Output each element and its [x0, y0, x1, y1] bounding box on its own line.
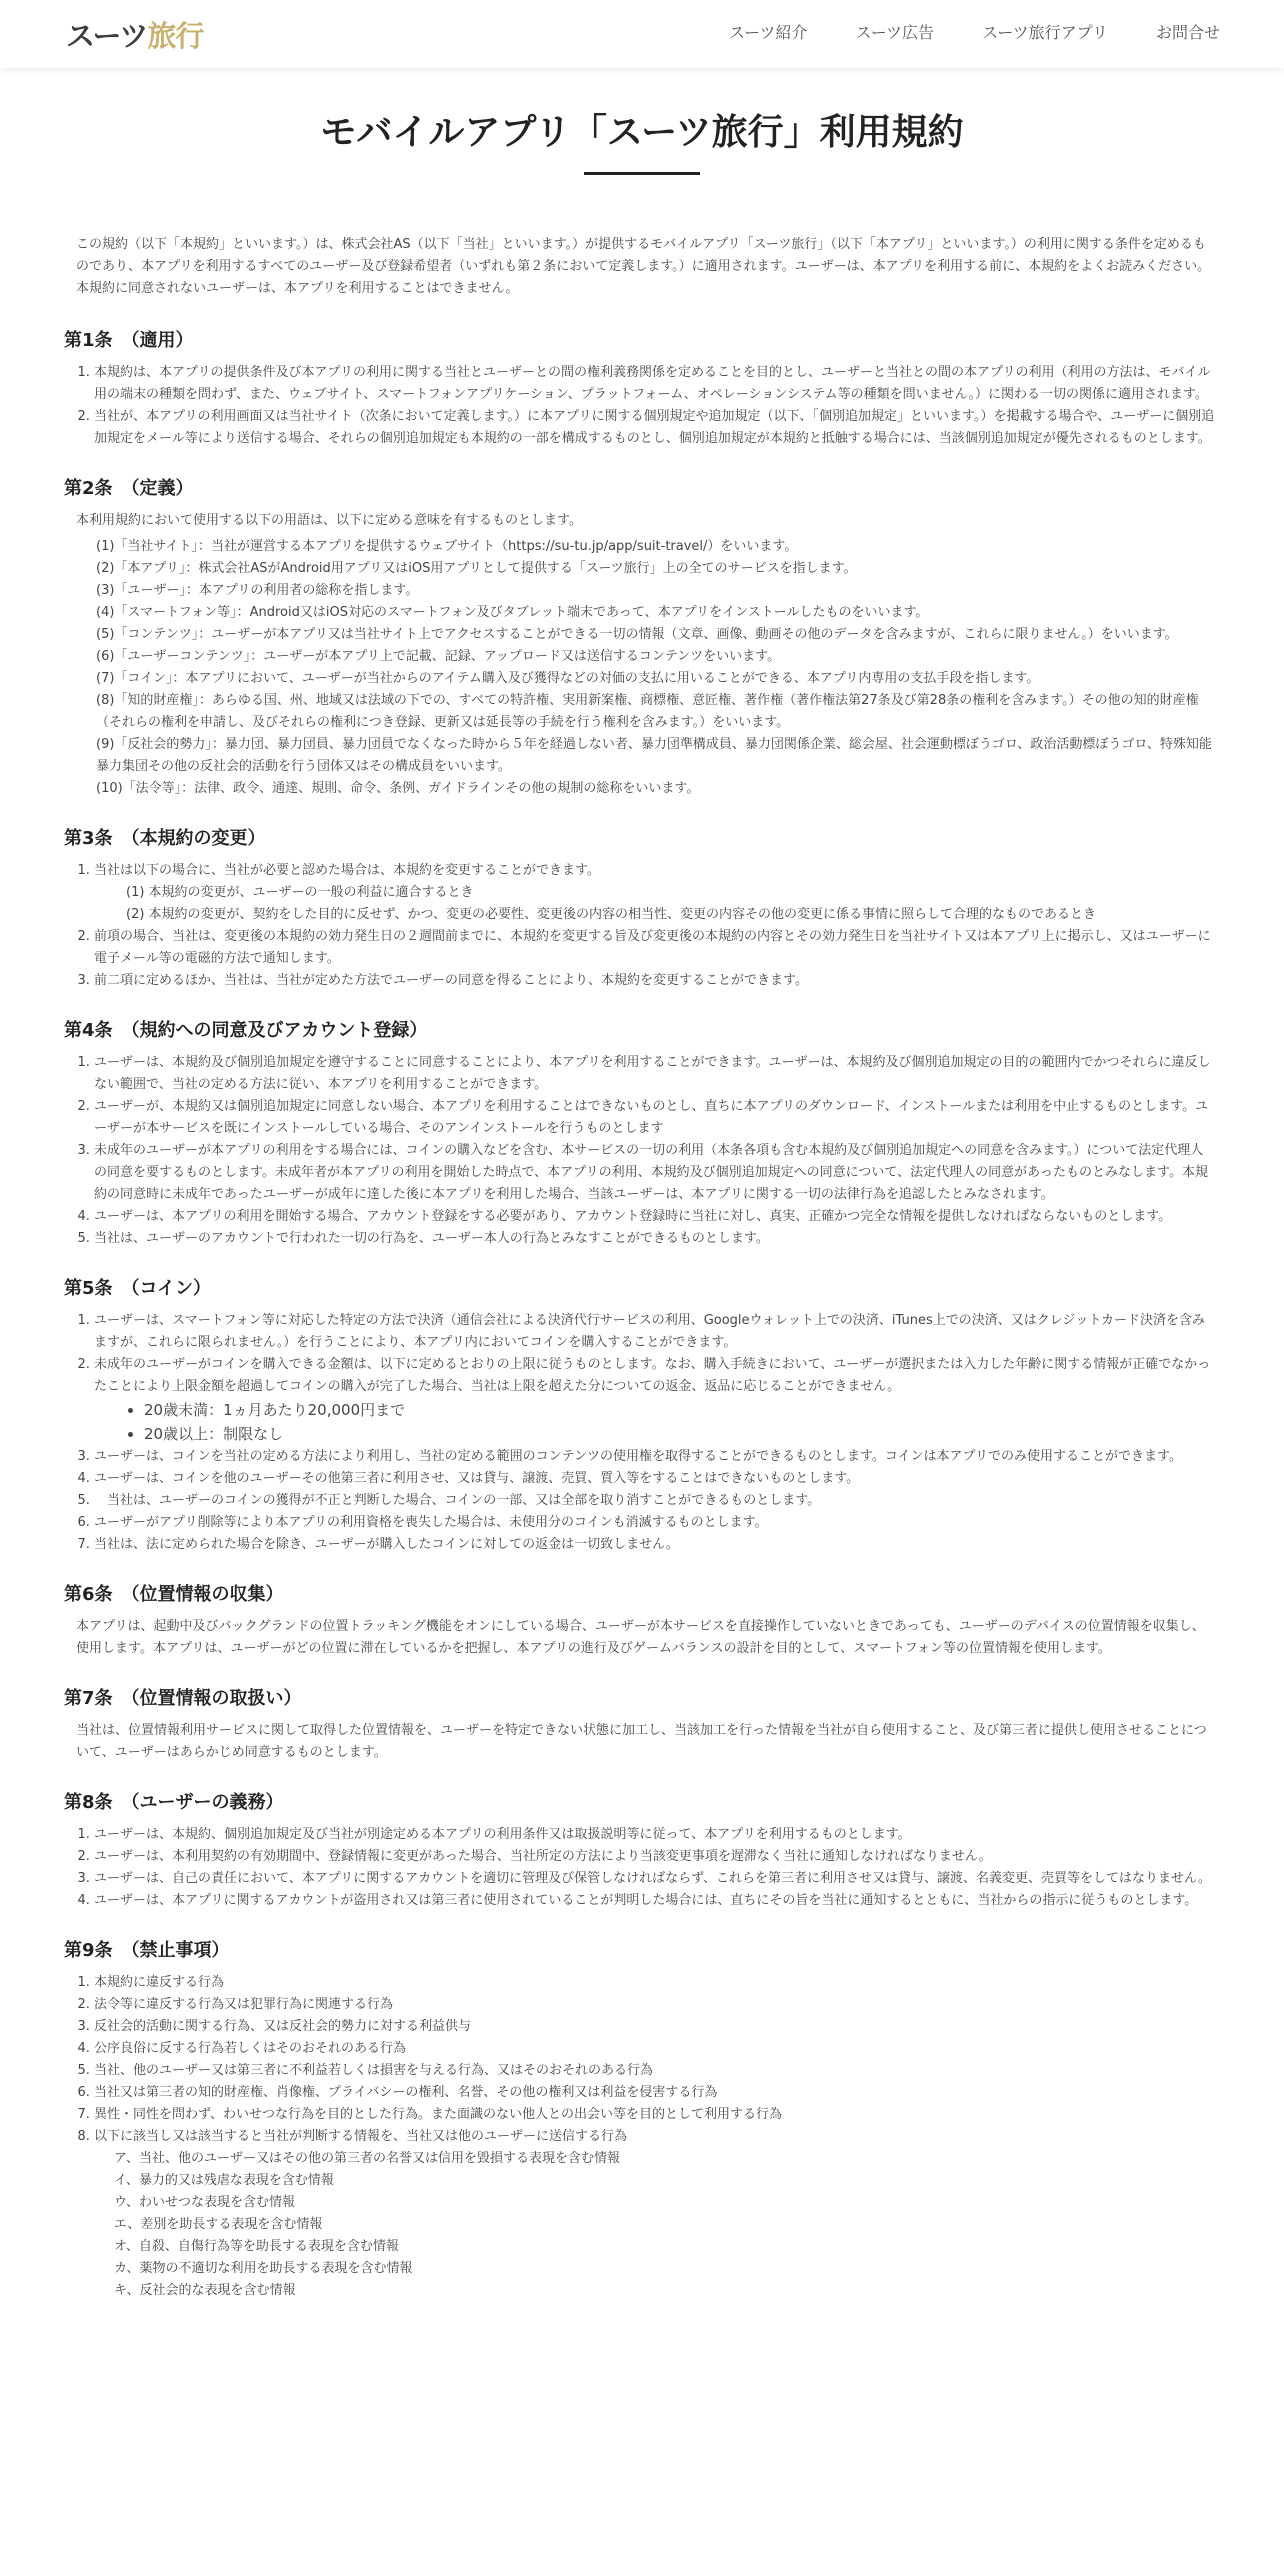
list-item: 7. 異性・同性を問わず、わいせつな行為を目的とした行為。また面識のない他人との出会い等を目的として利用する行為: [94, 2104, 1216, 2126]
page-title: モバイルアプリ「スーツ旅行」利用規約: [320, 112, 964, 153]
definition-item: (7)「コイン」：本アプリにおいて、ユーザーが当社からのアイテム購入及び獲得などの対価の支払に用いることができる、本アプリ内専用の支払手段を指します。: [96, 671, 1040, 686]
article-heading: 第9条 （禁止事項）: [64, 1940, 230, 1961]
article-text: 当社は、位置情報利用サービスに関して取得した位置情報を、ユーザーを特定できない状態に加工し、当該加工を行った情報を当社が自ら使用すること、及び第三者に提供し使用させることについて、ユーザーはあらかじめ同意するものとします。: [76, 1723, 1207, 1760]
definition-item: (4)「スマートフォン等」：Android又はiOS対応のスマートフォン及びタブレット端末であって、本アプリをインストールしたものをいいます。: [96, 605, 929, 620]
prohibited-info-item: エ、差別を助長する表現を含む情報: [114, 2217, 323, 2232]
prohibited-info-item: カ、薬物の不適切な利用を助長する表現を含む情報: [114, 2261, 413, 2276]
article-heading: 第8条 （ユーザーの義務）: [64, 1792, 284, 1813]
list-item: 4. ユーザーは、コインを他のユーザーその他第三者に利用させ、又は貸与、譲渡、売買、質入等をすることはできないものとします。: [94, 1468, 1216, 1490]
article-5: [64, 1276, 1216, 1556]
list-item-text: 当社は以下の場合に、当社が必要と認めた場合は、本規約を変更することができます。: [94, 863, 600, 878]
article-3: [64, 826, 1216, 992]
prohibited-info-item: イ、暴力的又は残虐な表現を含む情報: [114, 2173, 334, 2188]
article-8: [64, 1790, 1216, 1912]
article-heading: 第3条 （本規約の変更）: [64, 828, 266, 849]
list-item: 2. 法令等に違反する行為又は犯罪行為に関連する行為: [94, 1994, 1216, 2016]
article-list: [64, 1052, 1216, 1250]
article-6: [64, 1582, 1216, 1660]
main-nav: [729, 20, 1220, 43]
nav-link-suit-intro[interactable]: スーツ紹介: [728, 23, 808, 42]
definition-item: (1)「当社サイト」：当社が運営する本アプリを提供するウェブサイト（https://su-tu.jp/app/suit-travel/）をいいます。: [96, 539, 798, 554]
list-item: 2. ユーザーは、本利用契約の有効期間中、登録情報に変更があった場合、当社所定の方法により当該変更事項を遅滞なく当社に通知しなければなりません。: [94, 1846, 1216, 1868]
article-list: [64, 1310, 1216, 1556]
article-list: [64, 1824, 1216, 1912]
list-item: 4. 公序良俗に反する行為若しくはそのおそれのある行為: [94, 2038, 1216, 2060]
prohibited-info-item: オ、自殺、自傷行為等を助長する表現を含む情報: [114, 2239, 399, 2254]
nav-link-suit-travel-app[interactable]: スーツ旅行アプリ: [982, 23, 1108, 42]
list-item: 2. 当社が、本アプリの利用画面又は当社サイト（次条において定義します。）に本アプリに関する個別規定や追加規定（以下、「個別追加規定」といいます。）を掲載する場合や、ユーザーに個別追加規定をメール等により送信する場合、それらの個別追加規定も本規約の一部を構成するものとし、個別追加規定が本規約と抵触する場合には、当該個別追加規定が優先されるものとします。: [94, 406, 1216, 450]
article-heading: 第5条 （コイン）: [64, 1278, 211, 1299]
list-item: 3. ユーザーは、コインを当社の定める方法により利用し、当社の定める範囲のコンテンツの使用権を取得することができるものとします。コインは本アプリでのみ使用することができます。: [94, 1446, 1216, 1468]
logo-text: スーツ: [66, 19, 148, 53]
article-heading: 第1条 （適用）: [64, 330, 194, 351]
limit-item: • 20歳未満：1ヵ月あたり20,000円まで: [144, 1398, 1216, 1422]
list-item: [94, 2126, 1216, 2302]
article-lead: 本利用規約において使用する以下の用語は、以下に定める意味を有するものとします。: [76, 513, 582, 528]
sub-item: (1) 本規約の変更が、ユーザーの一般の利益に適合するとき: [126, 885, 474, 900]
list-item-text: 以下に該当し又は該当すると当社が判断する情報を、当社又は他のユーザーに送信する行為: [94, 2129, 628, 2144]
list-item: 1. ユーザーは、本規約及び個別追加規定を遵守することに同意することにより、本アプリを利用することができます。ユーザーは、本規約及び個別追加規定の目的の範囲内でかつそれらに違反しない範囲で、当社の定める方法に従い、本アプリを利用することができます。: [94, 1052, 1216, 1096]
list-item: 4. ユーザーは、本アプリに関するアカウントが盗用され又は第三者に使用されていることが判明した場合には、直ちにその旨を当社に通知するとともに、当社からの指示に従うものとします。: [94, 1890, 1216, 1912]
sub-item: (2) 本規約の変更が、契約をした目的に反せず、かつ、変更の必要性、変更後の内容の相当性、変更の内容その他の変更に係る事情に照らして合理的なものであるとき: [126, 907, 1096, 922]
article-heading: 第2条 （定義）: [64, 478, 194, 499]
prohibited-info-item: ア、当社、他のユーザー又はその他の第三者の名誉又は信用を毀損する表現を含む情報: [114, 2151, 620, 2166]
list-item: 2. 前項の場合、当社は、変更後の本規約の効力発生日の２週間前までに、本規約を変更する旨及び変更後の本規約の内容とその効力発生日を当社サイト又は本アプリ上に掲示し、又はユーザーに電子メール等の電磁的方法で通知します。: [94, 926, 1216, 970]
article-heading: 第6条 （位置情報の収集）: [64, 1584, 284, 1605]
definition-item: (6)「ユーザーコンテンツ」：ユーザーが本アプリ上で記載、記録、アップロード又は送信するコンテンツをいいます。: [96, 649, 781, 664]
list-item: 1. ユーザーは、本規約、個別追加規定及び当社が別途定める本アプリの利用条件又は取扱説明等に従って、本アプリを利用するものとします。: [94, 1824, 1216, 1846]
list-item: 1. 本規約は、本アプリの提供条件及び本アプリの利用に関する当社とユーザーとの間の権利義務関係を定めることを目的とし、ユーザーと当社との間の本アプリの利用（利用の方法は、モバイル用の端末の種類を問わず、また、ウェブサイト、スマートフォンアプリケーション、プラットフォーム、オペレーションシステム等の種類を問いません。）に関わる一切の関係に適用されます。: [94, 362, 1216, 406]
list-item: 4. ユーザーは、本アプリの利用を開始する場合、アカウント登録をする必要があり、アカウント登録時に当社に対し、真実、正確かつ完全な情報を提供しなければならないものとします。: [94, 1206, 1216, 1228]
article-heading: 第4条 （規約への同意及びアカウント登録）: [64, 1020, 428, 1041]
article-list: [64, 1972, 1216, 2302]
nav-link-suit-ads[interactable]: スーツ広告: [855, 23, 935, 42]
intro-paragraph: この規約（以下「本規約」といいます。）は、株式会社AS（以下「当社」といいます。）が提供するモバイルアプリ「スーツ旅行」（以下「本アプリ」といいます。）の利用に関する条件を定めるものであり、本アプリを利用するすべてのユーザー及び登録希望者（いずれも第２条において定義します。）に適用されます。ユーザーは、本アプリを利用する前に、本規約をよくお読みください。本規約に同意されないユーザーは、本アプリを利用することはできません。: [76, 237, 1211, 296]
article-text: 本アプリは、起動中及びバックグランドの位置トラッキング機能をオンにしている場合、ユーザーが本サービスを直接操作していないときであっても、ユーザーのデバイスの位置情報を収集し、使用します。本アプリは、ユーザーがどの位置に滞在しているかを把握し、本アプリの進行及びゲームバランスの設計を目的として、スマートフォン等の位置情報を使用します。: [76, 1619, 1205, 1656]
title-underline: [584, 172, 700, 175]
list-item: 3. 前二項に定めるほか、当社は、当社が定めた方法でユーザーの同意を得ることにより、本規約を変更することができます。: [94, 970, 1216, 992]
definitions-list: [64, 536, 1216, 800]
list-item: 3. 反社会的活動に関する行為、又は反社会的勢力に対する利益供与: [94, 2016, 1216, 2038]
site-logo[interactable]: [66, 14, 203, 55]
logo-accent-text: 旅行: [147, 19, 204, 53]
article-1: [64, 328, 1216, 450]
list-item: 5. 当社、他のユーザー又は第三者に不利益若しくは損害を与える行為、又はそのおそれのある行為: [94, 2060, 1216, 2082]
definition-item: (9)「反社会的勢力」：暴力団、暴力団員、暴力団員でなくなった時から５年を経過しない者、暴力団準構成員、暴力団関係企業、総会屋、社会運動標ぼうゴロ、政治活動標ぼうゴロ、特殊知能暴力集団その他の反社会的活動を行う団体又はその構成員をいいます。: [96, 737, 1212, 774]
definition-item: (3)「ユーザー」：本アプリの利用者の総称を指します。: [96, 583, 419, 598]
terms-page: [0, 68, 1284, 2568]
list-item: 6. ユーザーがアプリ削除等により本アプリの利用資格を喪失した場合は、未使用分のコインも消滅するものとします。: [94, 1512, 1216, 1534]
definition-item: (5)「コンテンツ」：ユーザーが本アプリ又は当社サイト上でアクセスすることができる一切の情報（文章、画像、動画その他のデータを含みますが、これらに限りません。）をいいます。: [96, 627, 1178, 642]
terms-content: [64, 328, 1216, 2328]
article-list: [64, 362, 1216, 450]
article-9: [64, 1938, 1216, 2302]
sub-list: [94, 882, 1216, 926]
list-item: [94, 1354, 1216, 1446]
site-header: [0, 0, 1284, 68]
list-item: 3. 未成年のユーザーが本アプリの利用をする場合には、コインの購入などを含む、本サービスの一切の利用（本条各項も含む本規約及び個別追加規定への同意を含みます。）について法定代理人の同意を要するものとします。未成年者が本アプリの利用を開始した時点で、本アプリの利用、本規約及び個別追加規定への同意について、法定代理人の同意があったものとみなします。本規約の同意時に未成年であったユーザーが成年に達した後に本アプリを利用した場合、当該ユーザーは、本アプリに関する一切の法律行為を追認したとみなされます。: [94, 1140, 1216, 1206]
article-2: [64, 476, 1216, 800]
definition-item: (8)「知的財産権」：あらゆる国、州、地域又は法域の下での、すべての特許権、実用新案権、商標権、意匠権、著作権（著作権法第27条及び第28条の権利を含みます。）その他の知的財産権（それらの権利を申請し、及びそれらの権利につき登録、更新又は延長等の手続を行う権利を含みます。）をいいます。: [96, 693, 1199, 730]
prohibited-info-item: ウ、わいせつな表現を含む情報: [114, 2195, 295, 2210]
list-item: 5. 当社は、ユーザーのコインの獲得が不正と判断した場合、コインの一部、又は全部を取り消すことができるものとします。: [94, 1490, 1216, 1512]
list-item: 1. ユーザーは、スマートフォン等に対応した特定の方法で決済（通信会社による決済代行サービスの利用、Googleウォレット上での決済、iTunes上での決済、又はクレジットカード決済を含みますが、これらに限られません。）を行うことにより、本アプリ内においてコインを購入することができます。: [94, 1310, 1216, 1354]
article-4: [64, 1018, 1216, 1250]
list-item: 1. 本規約に違反する行為: [94, 1972, 1216, 1994]
list-item: 2. ユーザーが、本規約又は個別追加規定に同意しない場合、本アプリを利用することはできないものとし、直ちに本アプリのダウンロード、インストールまたは利用を中止するものとします。ユーザーが本サービスを既にインストールしている場合、そのアンインストールを行うものとします: [94, 1096, 1216, 1140]
list-item: 6. 当社又は第三者の知的財産権、肖像権、プライバシーの権利、名誉、その他の権利又は利益を侵害する行為: [94, 2082, 1216, 2104]
definition-item: (2)「本アプリ」：株式会社ASがAndroid用アプリ又はiOS用アプリとして提供する「スーツ旅行」上の全てのサービスを指します。: [96, 561, 857, 576]
list-item-text: 未成年のユーザーがコインを購入できる金額は、以下に定めるとおりの上限に従うものとします。なお、購入手続きにおいて、ユーザーが選択または入力した年齢に関する情報が正確でなかったことにより上限金額を超過してコインの購入が完了した場合、当社は上限を超えた分についての返金、返品に応じることができません。: [94, 1357, 1211, 1394]
article-heading: 第7条 （位置情報の取扱い）: [64, 1688, 302, 1709]
list-item: 7. 当社は、法に定められた場合を除き、ユーザーが購入したコインに対しての返金は一切致しません。: [94, 1534, 1216, 1556]
article-7: [64, 1686, 1216, 1764]
nav-link-contact[interactable]: お問合せ: [1155, 23, 1220, 42]
prohibited-info-list: [94, 2148, 1216, 2302]
list-item: 5. 当社は、ユーザーのアカウントで行われた一切の行為を、ユーザー本人の行為とみなすことができるものとします。: [94, 1228, 1216, 1250]
purchase-limit-list: [94, 1398, 1216, 1446]
list-item: 3. ユーザーは、自己の責任において、本アプリに関するアカウントを適切に管理及び保管しなければならず、これらを第三者に利用させ又は貸与、譲渡、名義変更、売買等をしてはなりません。: [94, 1868, 1216, 1890]
list-item: [94, 860, 1216, 926]
limit-item: • 20歳以上：制限なし: [144, 1422, 1216, 1446]
prohibited-info-item: キ、反社会的な表現を含む情報: [114, 2283, 296, 2298]
article-list: [64, 860, 1216, 992]
definition-item: (10)「法令等」：法律、政令、通達、規則、命令、条例、ガイドラインその他の規制の総称をいいます。: [96, 781, 700, 796]
